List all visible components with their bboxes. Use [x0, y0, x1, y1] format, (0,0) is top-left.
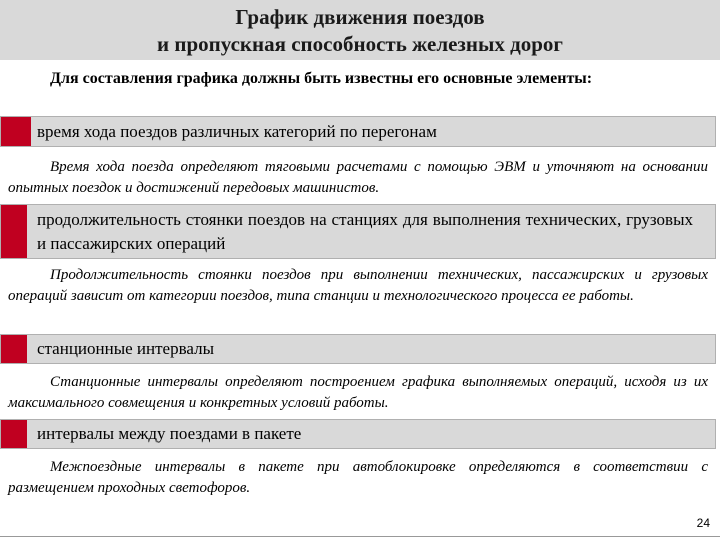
- element-item-3: [0, 334, 716, 364]
- element-label-1: время хода поездов различных категорий по перегонам: [37, 122, 437, 141]
- bullet-marker: [1, 335, 27, 363]
- bullet-marker: [1, 420, 27, 448]
- page-number: 24: [696, 516, 710, 530]
- title-line-1: График движения поездов: [235, 5, 485, 29]
- intro-text: Для составления графика должны быть известны его основные элементы:: [50, 70, 593, 87]
- bullet-marker: [1, 117, 31, 146]
- element-label-2: продолжительность стоянки поездов на станциях для выполнения технических, грузовых и пассажирских операций: [37, 210, 693, 253]
- element-description-3: Станционные интервалы определяют построением графика выполняемых операций, исходя из их максимального совмещения и конкретных условий работы.: [8, 374, 708, 411]
- element-item-4: [0, 419, 716, 449]
- element-label-3: станционные интервалы: [37, 339, 215, 358]
- element-label-4: интервалы между поездами в пакете: [37, 424, 302, 443]
- bottom-rule: [0, 536, 720, 537]
- title-line-2: и пропускная способность железных дорог: [157, 32, 563, 56]
- element-item-2: [0, 204, 716, 259]
- element-description-2: Продолжительность стоянки поездов при выполнении технических, пассажирских и грузовых операций зависит от категории поездов, типа станции и технологического процесса ее работы.: [8, 267, 708, 304]
- bullet-marker: [1, 205, 27, 258]
- element-description-4: Межпоездные интервалы в пакете при автоблокировке определяются в соответствии с размещением проходных светофоров.: [8, 459, 708, 496]
- element-item-1: [0, 116, 716, 147]
- element-description-1: Время хода поезда определяют тяговыми расчетами с помощью ЭВМ и уточняют на основании опытных поездок и достижений передовых машинистов.: [8, 159, 708, 196]
- page-title: [0, 4, 720, 58]
